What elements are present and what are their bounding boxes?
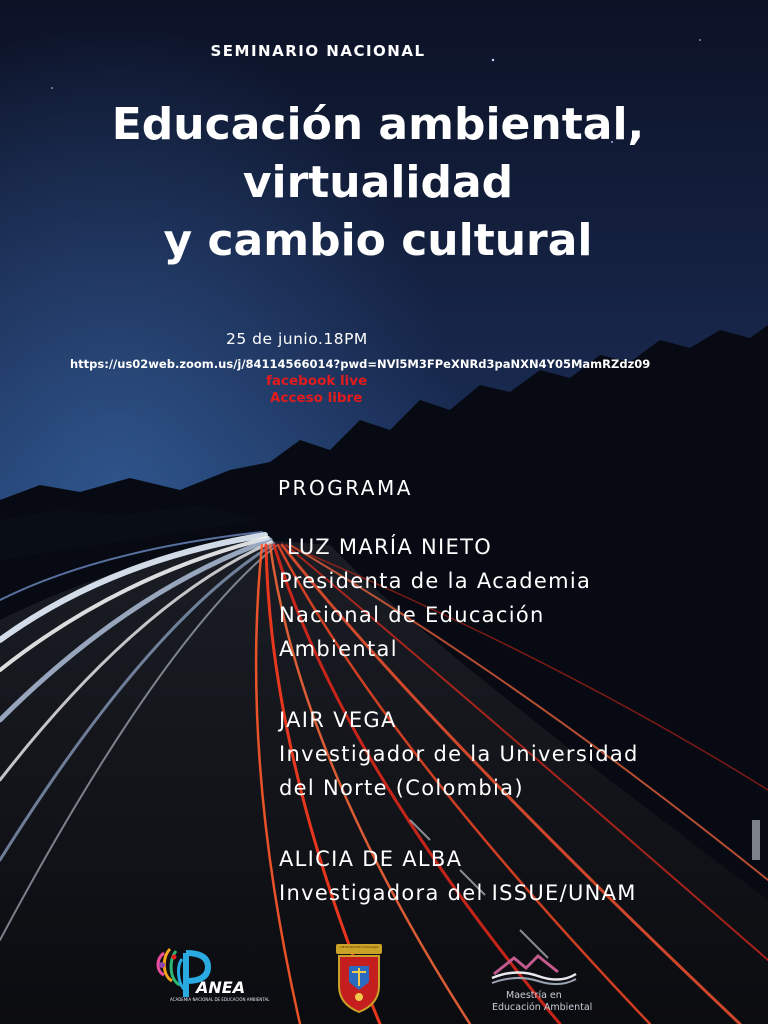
speaker-name: LUZ MARÍA NIETO	[279, 535, 493, 559]
facebook-live-label: facebook live	[266, 373, 368, 389]
anea-name: ANEA	[196, 978, 246, 997]
speaker-name: JAIR VEGA	[279, 708, 397, 732]
speaker-role-line: del Norte (Colombia)	[279, 776, 524, 800]
title-line-3: y cambio cultural	[163, 215, 593, 266]
maestria-line-2: Educación Ambiental	[492, 1002, 593, 1013]
event-title	[40, 96, 716, 270]
speaker-role-line: Presidenta de la Academia	[279, 569, 592, 593]
free-access-label: Acceso libre	[270, 390, 363, 406]
speaker-name: ALICIA DE ALBA	[279, 847, 463, 871]
university-crest-logo	[334, 942, 384, 1014]
speaker-block	[279, 530, 591, 666]
program-heading: PROGRAMA	[278, 476, 413, 500]
speaker-role-line: Ambiental	[279, 637, 398, 661]
speaker-role-line: Investigador de la Universidad	[279, 742, 639, 766]
speaker-block	[279, 703, 639, 805]
event-date: 25 de junio.18PM	[226, 330, 368, 348]
speaker-block	[279, 842, 637, 910]
zoom-link[interactable]: https://us02web.zoom.us/j/84114566014?pwd=NVl5M3FPeXNRd3paNXN4Y05MamRZdz09	[70, 357, 651, 371]
title-line-1: Educación ambiental,	[111, 99, 645, 150]
university-crest-icon	[334, 942, 384, 1014]
speaker-role-line: Nacional de Educación	[279, 603, 545, 627]
maestria-waves-icon	[486, 950, 582, 986]
university-crest-text: UNIVERSIDAD DE GUADALAJARA	[340, 946, 379, 949]
seminar-label: SEMINARIO NACIONAL	[210, 42, 426, 60]
speaker-role-line: Investigadora del ISSUE/UNAM	[279, 881, 637, 905]
title-line-2: virtualidad	[242, 157, 514, 208]
anea-subtitle: ACADEMIA NACIONAL DE EDUCACIÓN AMBIENTAL	[170, 997, 270, 1002]
maestria-logo	[486, 950, 593, 1016]
maestria-line-1: Maestría en	[506, 990, 562, 1001]
anea-logo	[150, 945, 270, 1007]
